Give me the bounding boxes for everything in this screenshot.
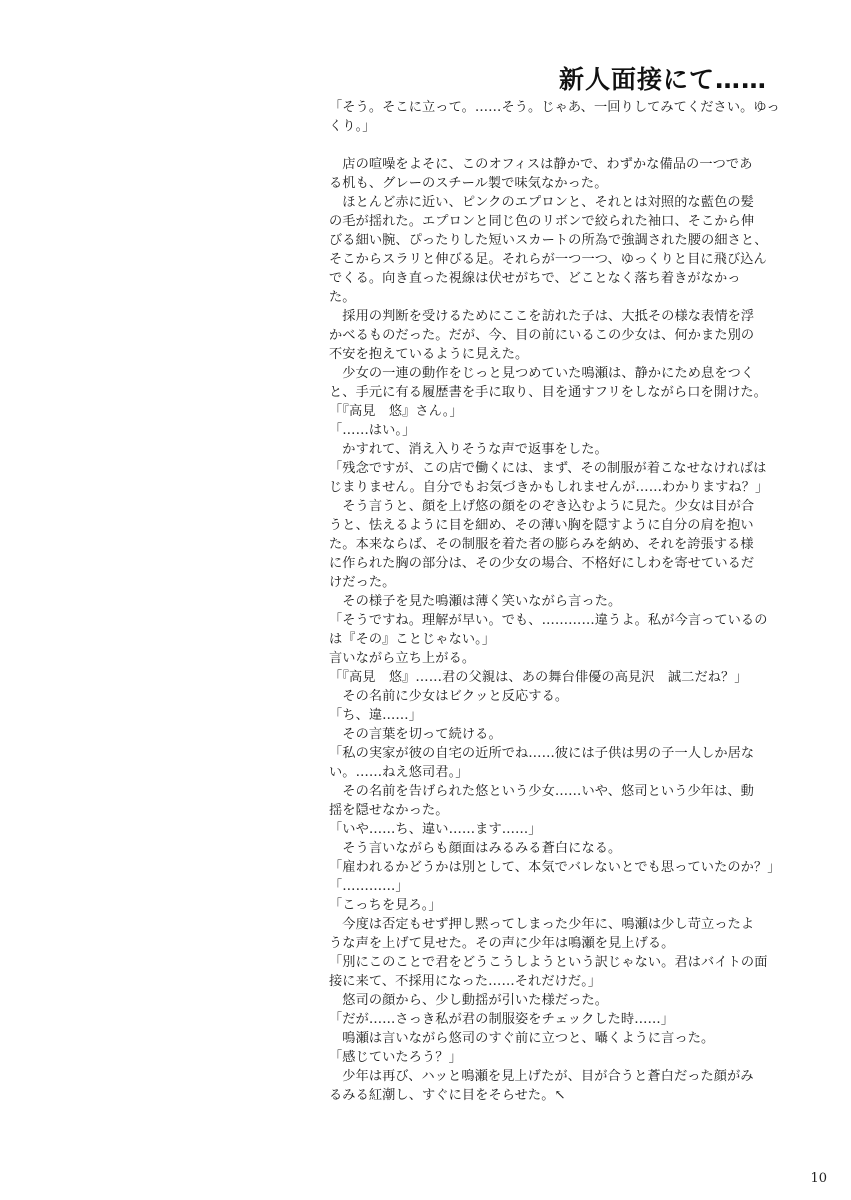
text-line: 今度は否定もせず押し黙ってしまった少年に、鳴瀬は少し苛立ったよ — [329, 917, 755, 932]
text-line: そう言うと、顔を上げ悠の顔をのぞき込むように見た。少女は目が合 — [329, 499, 755, 514]
text-line: た。本来ならば、その制服を着た者の膨らみを納め、それを誇張する様 — [329, 537, 754, 552]
text-line: 「…………」 — [329, 879, 409, 894]
text-line: その名前に少女はビクッと反応する。 — [329, 689, 569, 704]
text-line: る机も、グレーのスチール製で味気なかった。 — [329, 176, 608, 191]
text-line: 「いや……ち、違い……ます……」 — [329, 822, 542, 837]
text-line: は『その』ことじゃない。」 — [329, 632, 496, 647]
text-line: 「『高見 悠』さん。」 — [329, 404, 463, 419]
chapter-title: 新人面接にて…… — [558, 65, 767, 94]
text-line: かべるものだった。だが、今、目の前にいるこの少女は、何かまた別の — [329, 328, 755, 343]
text-line: びる細い腕、ぴったりした短いスカートの所為で強調された腰の細さと、 — [329, 233, 768, 248]
text-line: じまりません。自分でもお気づきかもしれませんが……わかりますね？」 — [329, 480, 769, 495]
text-line: 「……はい。」 — [329, 423, 416, 438]
text-line: 「こっちを見ろ。」 — [329, 898, 442, 913]
text-line: 「別にこのことで君をどうこうしようという訳じゃない。君はバイトの面 — [329, 955, 768, 970]
text-line: 言いながら立ち上がる。 — [329, 651, 476, 666]
text-line: でくる。向き直った視線は伏せがちで、どことなく落ち着きがなかっ — [329, 271, 741, 286]
page-number: 10 — [810, 1171, 827, 1186]
text-line: 店の喧噪をよそに、このオフィスは静かで、わずかな備品の一つであ — [329, 157, 753, 172]
text-line: 「ち、違……」 — [329, 708, 423, 723]
text-line: 不安を抱えているように見えた。 — [329, 347, 529, 362]
text-line: うな声を上げて見せた。その声に少年は鳴瀬を見上げる。 — [329, 936, 675, 951]
text-line: 「だが……さっき私が君の制服姿をチェックした時……」 — [329, 1012, 675, 1027]
text-line: けだった。 — [329, 575, 396, 590]
text-line: 「感じていたろう？」 — [329, 1050, 462, 1065]
text-line: くり。」 — [329, 119, 376, 134]
text-line: 悠司の顔から、少し動揺が引いた様だった。 — [329, 993, 609, 1008]
text-line: 「そうですね。理解が早い。でも、…………違うよ。私が今言っているの — [329, 613, 768, 628]
text-line: 鳴瀬は言いながら悠司のすぐ前に立つと、囁くように言った。 — [329, 1031, 715, 1046]
text-line: そこからスラリと伸びる足。それらが一つ一つ、ゆっくりと目に飛び込ん — [329, 252, 767, 267]
text-line: その言葉を切って続ける。 — [329, 727, 502, 742]
text-line: かすれて、消え入りそうな声で返事をした。 — [329, 442, 608, 457]
text-line: に作られた胸の部分は、その少女の場合、不格好にしわを寄せているだ — [329, 556, 755, 571]
text-line — [329, 136, 779, 155]
text-line: の毛が揺れた。エプロンと同じ色のリボンで絞られた袖口、そこから伸 — [329, 214, 755, 229]
text-line: うと、怯えるように目を細め、その薄い胸を隠すように自分の肩を抱い — [329, 518, 754, 533]
text-line: そう言いながらも顔面はみるみる蒼白になる。 — [329, 841, 622, 856]
body-text — [329, 98, 779, 1105]
text-line: その名前を告げられた悠という少女……いや、悠司という少年は、動 — [329, 784, 754, 799]
text-line: い。……ねえ悠司君。」 — [329, 765, 469, 780]
text-line: ほとんど赤に近い、ピンクのエプロンと、それとは対照的な藍色の髪 — [329, 195, 754, 210]
text-line: 接に来て、不採用になった……それだけだ。」 — [329, 974, 602, 989]
text-line: と、手元に有る履歴書を手に取り、目を通すフリをしながら口を開けた。 — [329, 385, 767, 400]
text-line: た。 — [329, 290, 356, 305]
text-line: 採用の判断を受けるためにここを訪れた子は、大抵その様な表情を浮 — [329, 309, 755, 324]
text-line: 少年は再び、ハッと鳴瀬を見上げたが、目が合うと蒼白だった顔がみ — [329, 1069, 754, 1084]
text-line: 揺を隠せなかった。 — [329, 803, 449, 818]
text-line: るみる紅潮し、すぐに目をそらせた。↖ — [329, 1088, 566, 1103]
text-line: 「雇われるかどうかは別として、本気でバレないとでも思っていたのか？」 — [329, 860, 781, 875]
text-line: 少女の一連の動作をじっと見つめていた鳴瀬は、静かにため息をつく — [329, 366, 755, 381]
text-line: その様子を見た鳴瀬は薄く笑いながら言った。 — [329, 594, 622, 609]
text-line: 「そう。そこに立って。……そう。じゃあ、一回りしてみてください。ゆっ — [329, 100, 780, 115]
text-line: 「残念ですが、この店で働くには、まず、その制服が着こなせなければは — [329, 461, 767, 476]
text-line: 「『高見 悠』……君の父親は、あの舞台俳優の高見沢 誠二だね？」 — [329, 670, 748, 685]
text-line: 「私の実家が彼の自宅の近所でね……彼には子供は男の子一人しか居な — [329, 746, 755, 761]
